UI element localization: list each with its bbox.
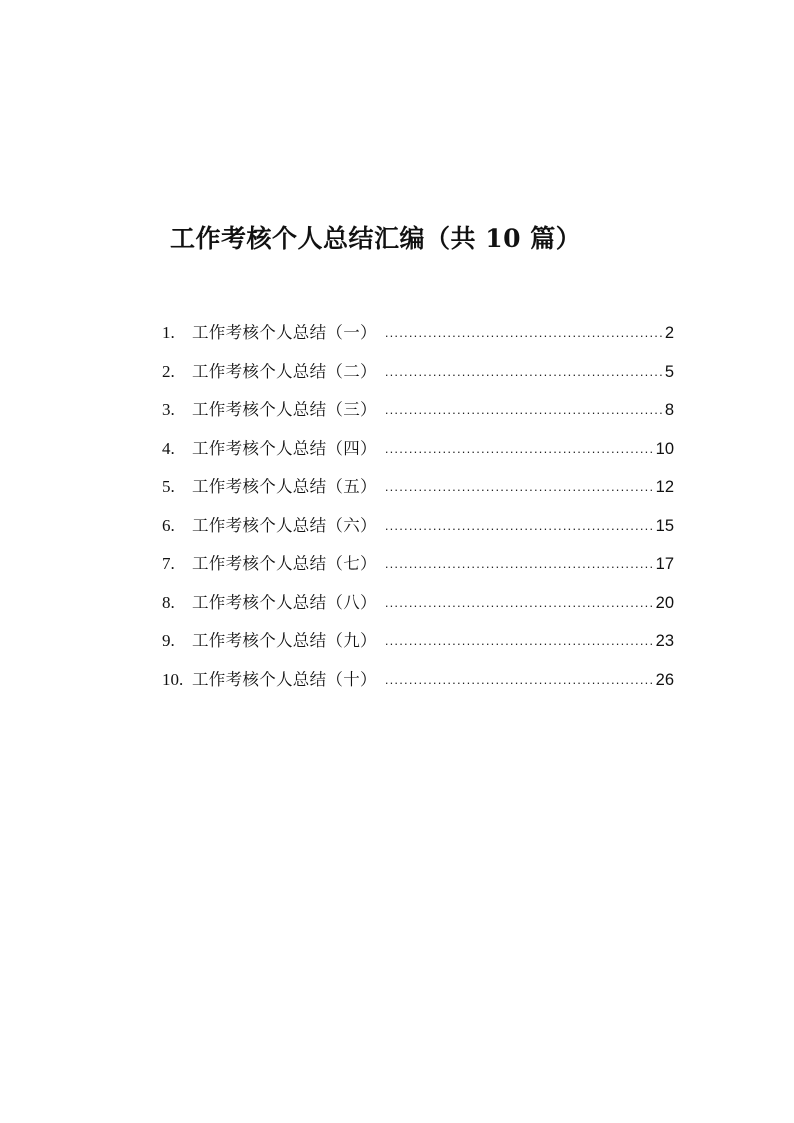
toc-dot-leader (385, 661, 654, 700)
toc-entry-page: 12 (655, 478, 674, 496)
toc-entry-number: 1. (162, 323, 175, 342)
toc-dot-leader (385, 584, 654, 623)
toc-entry-page: 20 (655, 593, 674, 612)
toc-entry-page: 10 (655, 439, 674, 458)
toc-entry-label: 工作考核个人总结（一） (192, 323, 377, 342)
toc-entry-label: 工作考核个人总结（二） (192, 361, 377, 381)
toc-entry-label: 工作考核个人总结（三） (192, 400, 377, 419)
toc-dot-leader (385, 622, 654, 661)
toc-entry-label: 工作考核个人总结（十） (192, 669, 377, 689)
toc-entry[interactable] (162, 507, 674, 546)
toc-entry-page: 23 (655, 632, 674, 650)
toc-entry-number: 6. (162, 515, 175, 535)
toc-entry-label: 工作考核个人总结（九） (192, 631, 377, 650)
toc-dot-leader (385, 314, 663, 353)
toc-dot-leader (385, 391, 663, 430)
toc-entry-number: 8. (162, 592, 175, 612)
toc-entry-label: 工作考核个人总结（七） (192, 554, 377, 573)
toc-entry[interactable] (162, 661, 674, 700)
toc-entry-page: 2 (664, 324, 674, 342)
toc-entry[interactable] (162, 584, 674, 623)
toc-dot-leader (385, 353, 663, 392)
toc-entry-page: 15 (655, 516, 674, 535)
toc-entry-number: 9. (162, 631, 175, 650)
table-of-contents (162, 314, 674, 699)
toc-entry[interactable] (162, 353, 674, 392)
toc-entry[interactable] (162, 391, 674, 430)
toc-entry-page: 8 (664, 401, 674, 419)
toc-entry[interactable] (162, 314, 674, 353)
toc-entry-page: 5 (664, 362, 674, 381)
toc-entry[interactable] (162, 468, 674, 507)
toc-entry-number: 3. (162, 400, 175, 419)
toc-entry-number: 7. (162, 554, 175, 573)
toc-entry-number: 5. (162, 477, 175, 496)
toc-entry-label: 工作考核个人总结（六） (192, 515, 377, 535)
toc-entry[interactable] (162, 430, 674, 469)
toc-dot-leader (385, 545, 654, 584)
toc-entry[interactable] (162, 622, 674, 661)
toc-entry-label: 工作考核个人总结（四） (192, 438, 377, 458)
toc-entry-label: 工作考核个人总结（八） (192, 592, 377, 612)
document-title: 工作考核个人总结汇编（共 10 篇） (170, 224, 582, 253)
toc-entry-number: 4. (162, 438, 175, 458)
toc-dot-leader (385, 468, 654, 507)
toc-dot-leader (385, 430, 654, 469)
toc-dot-leader (385, 507, 654, 546)
toc-entry-number: 2. (162, 361, 175, 381)
toc-entry-page: 26 (655, 670, 674, 689)
toc-entry-label: 工作考核个人总结（五） (192, 477, 377, 496)
toc-entry-number: 10. (162, 669, 184, 689)
toc-entry[interactable] (162, 545, 674, 584)
toc-entry-page: 17 (655, 555, 674, 573)
